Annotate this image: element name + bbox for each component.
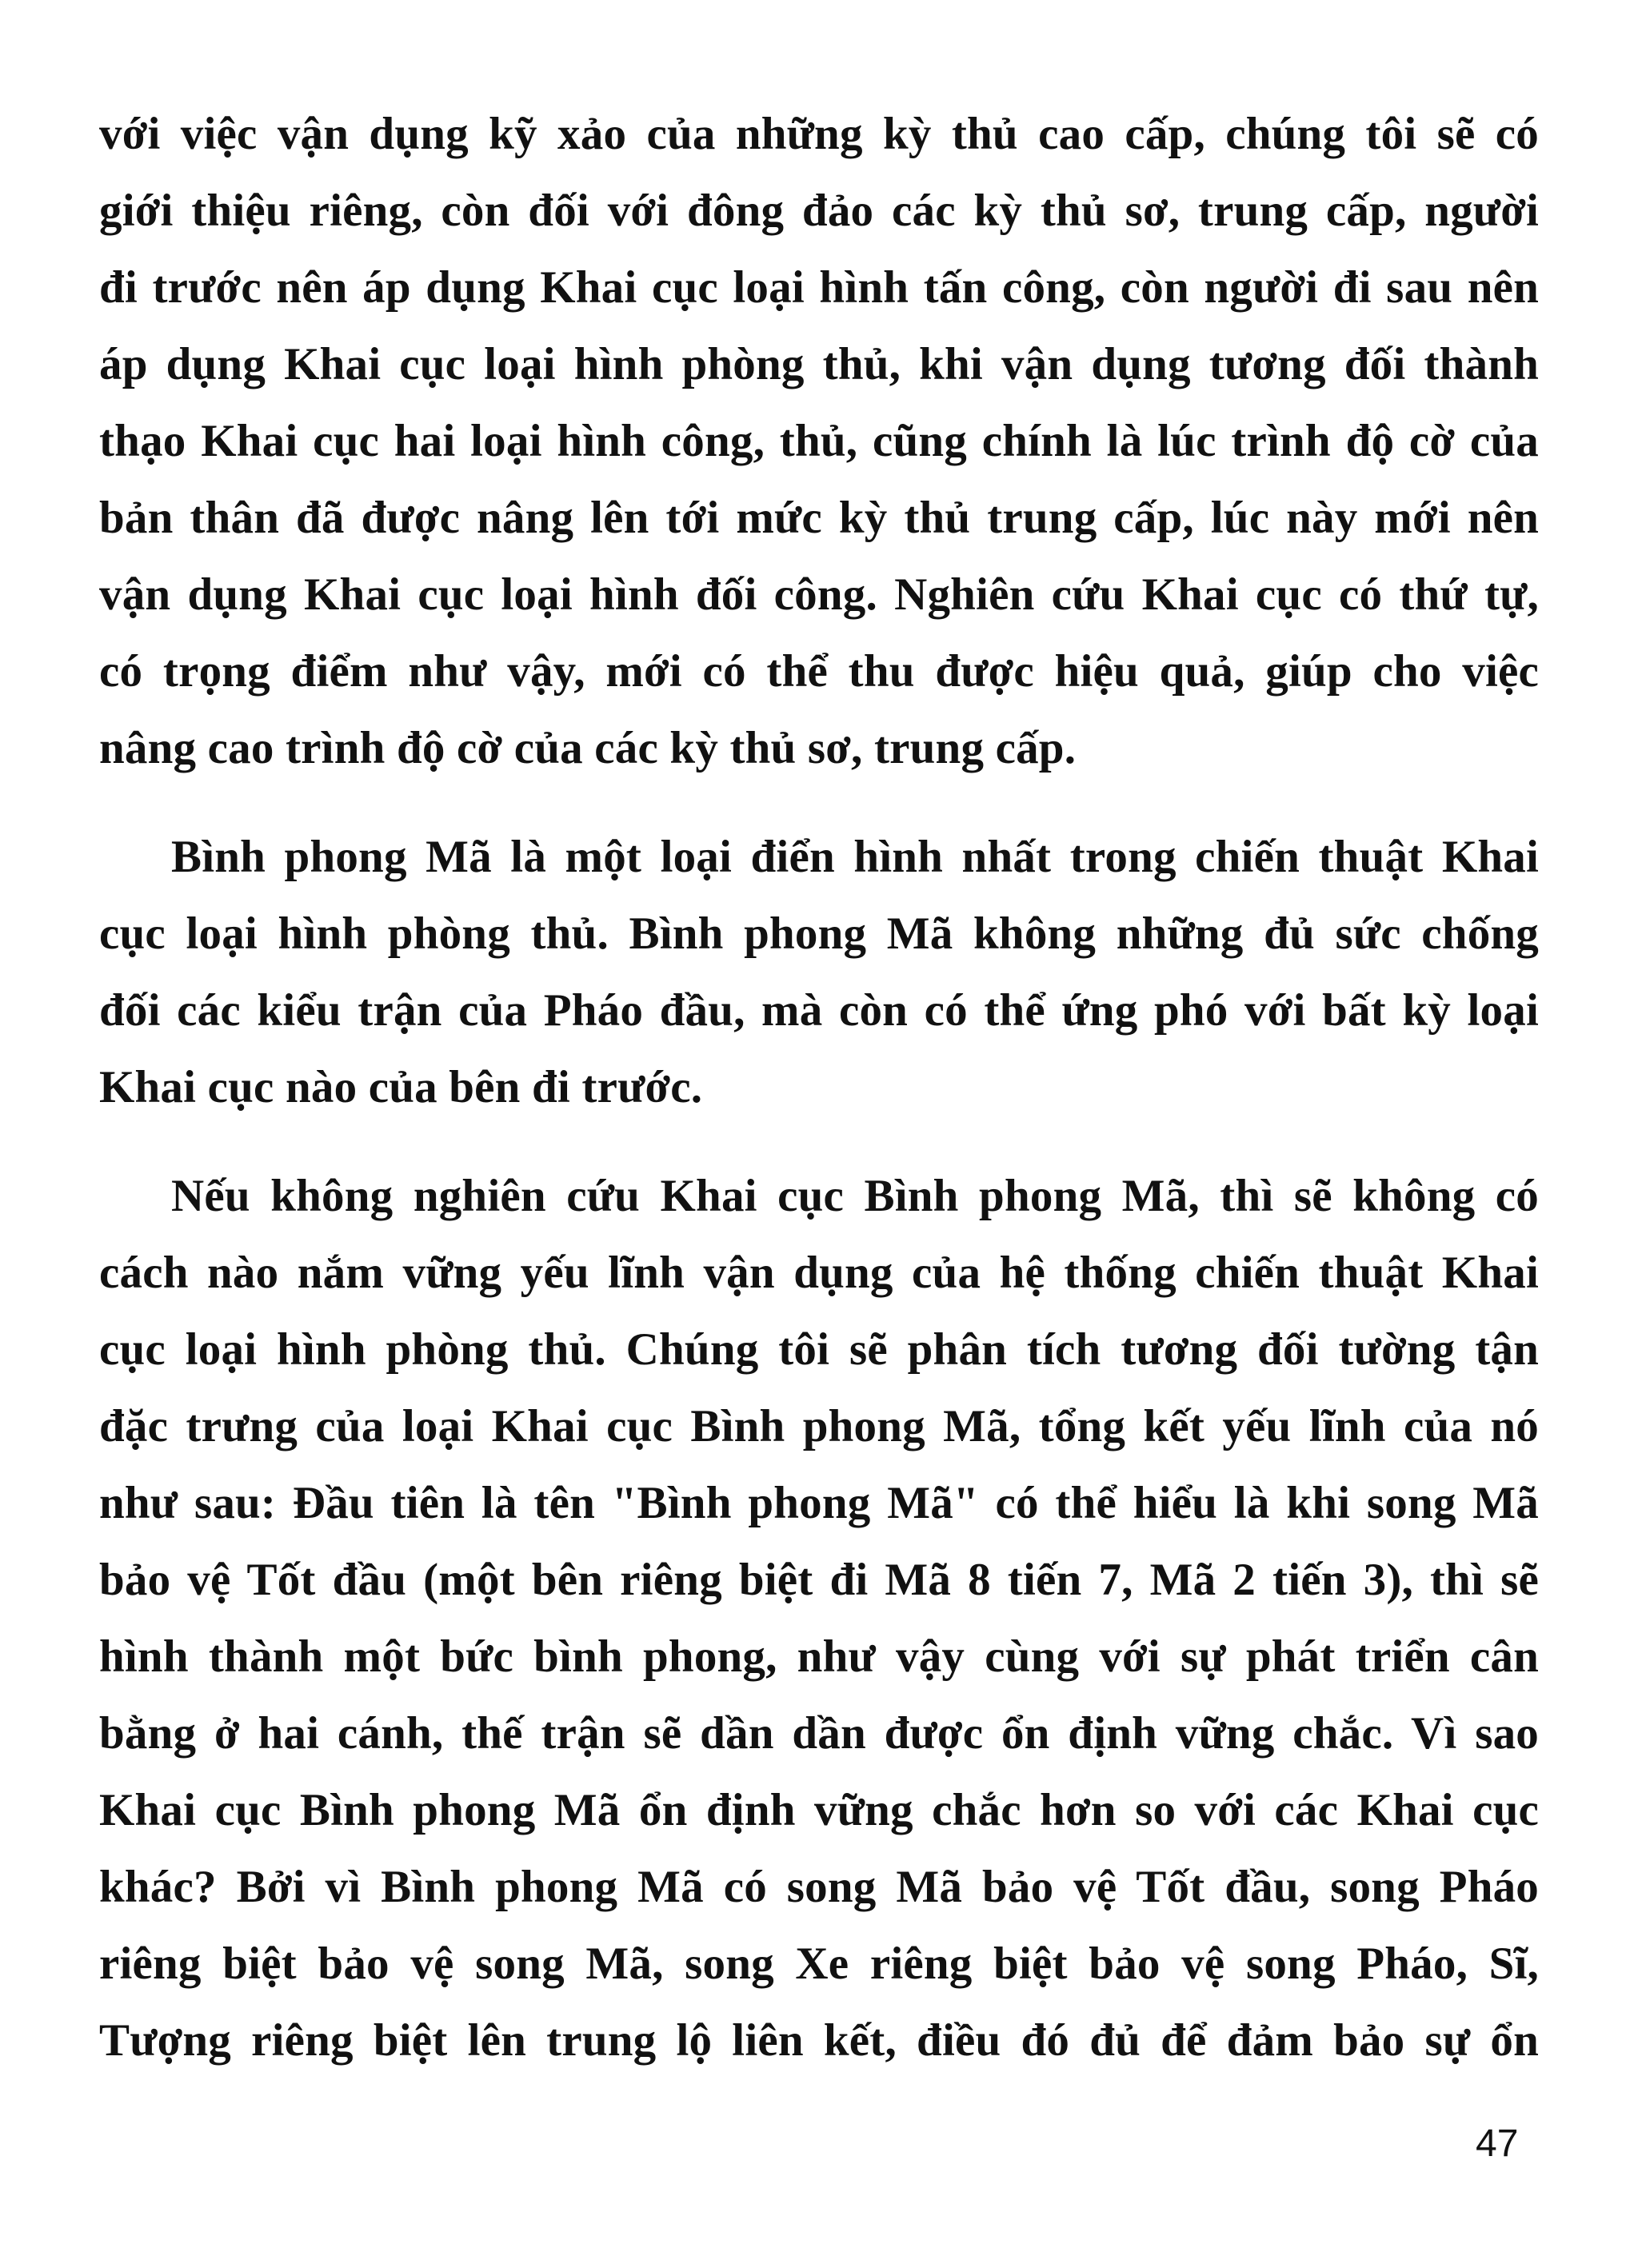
text-line: bằng ở hai cánh, thế trận sẽ dần dần được ổn định vững chắc. Vì sao: [99, 1708, 1539, 1759]
text-line: vận dụng Khai cục loại hình đối công. Nghiên cứu Khai cục có thứ tự,: [99, 569, 1539, 620]
text-line: đặc trưng của loại Khai cục Bình phong Mã, tổng kết yếu lĩnh của nó: [99, 1401, 1539, 1451]
text-line: Nếu không nghiên cứu Khai cục Bình phong Mã, thì sẽ không có: [171, 1171, 1539, 1221]
text-line: khác? Bởi vì Bình phong Mã có song Mã bảo vệ Tốt đầu, song Pháo: [99, 1862, 1539, 1912]
text-line: giới thiệu riêng, còn đối với đông đảo các kỳ thủ sơ, trung cấp, người: [99, 186, 1539, 236]
text-line: bảo vệ Tốt đầu (một bên riêng biệt đi Mã 8 tiến 7, Mã 2 tiến 3), thì sẽ: [99, 1555, 1539, 1605]
page-number: 47: [1476, 2122, 1519, 2165]
text-line: bản thân đã được nâng lên tới mức kỳ thủ trung cấp, lúc này mới nên: [99, 493, 1539, 543]
text-line: như sau: Đầu tiên là tên "Bình phong Mã" có thể hiểu là khi song Mã: [99, 1478, 1539, 1528]
text-line: Tượng riêng biệt lên trung lộ liên kết, điều đó đủ để đảm bảo sự ổn: [99, 2015, 1539, 2066]
text-line: có trọng điểm như vậy, mới có thể thu được hiệu quả, giúp cho việc: [99, 646, 1539, 697]
text-line: với việc vận dụng kỹ xảo của những kỳ thủ cao cấp, chúng tôi sẽ có: [99, 109, 1539, 159]
text-line: Khai cục Bình phong Mã ổn định vững chắc hơn so với các Khai cục: [99, 1785, 1539, 1835]
text-line: áp dụng Khai cục loại hình phòng thủ, khi vận dụng tương đối thành: [99, 339, 1539, 389]
text-line: đi trước nên áp dụng Khai cục loại hình tấn công, còn người đi sau nên: [99, 262, 1539, 313]
text-line: cách nào nắm vững yếu lĩnh vận dụng của hệ thống chiến thuật Khai: [99, 1248, 1539, 1298]
text-line: riêng biệt bảo vệ song Mã, song Xe riêng biệt bảo vệ song Pháo, Sĩ,: [99, 1939, 1539, 1989]
text-line: Bình phong Mã là một loại điển hình nhất trong chiến thuật Khai: [171, 832, 1539, 882]
text-line: cục loại hình phòng thủ. Bình phong Mã không những đủ sức chống: [99, 908, 1539, 959]
text-line: cục loại hình phòng thủ. Chúng tôi sẽ phân tích tương đối tường tận: [99, 1324, 1539, 1375]
text-line: nâng cao trình độ cờ của các kỳ thủ sơ, trung cấp.: [99, 723, 1077, 773]
text-line: thạo Khai cục hai loại hình công, thủ, cũng chính là lúc trình độ cờ của: [99, 416, 1539, 466]
text-line: đối các kiểu trận của Pháo đầu, mà còn có thể ứng phó với bất kỳ loại: [99, 985, 1539, 1036]
text-line: Khai cục nào của bên đi trước.: [99, 1062, 703, 1112]
text-line: hình thành một bức bình phong, như vậy cùng với sự phát triển cân: [99, 1631, 1539, 1682]
